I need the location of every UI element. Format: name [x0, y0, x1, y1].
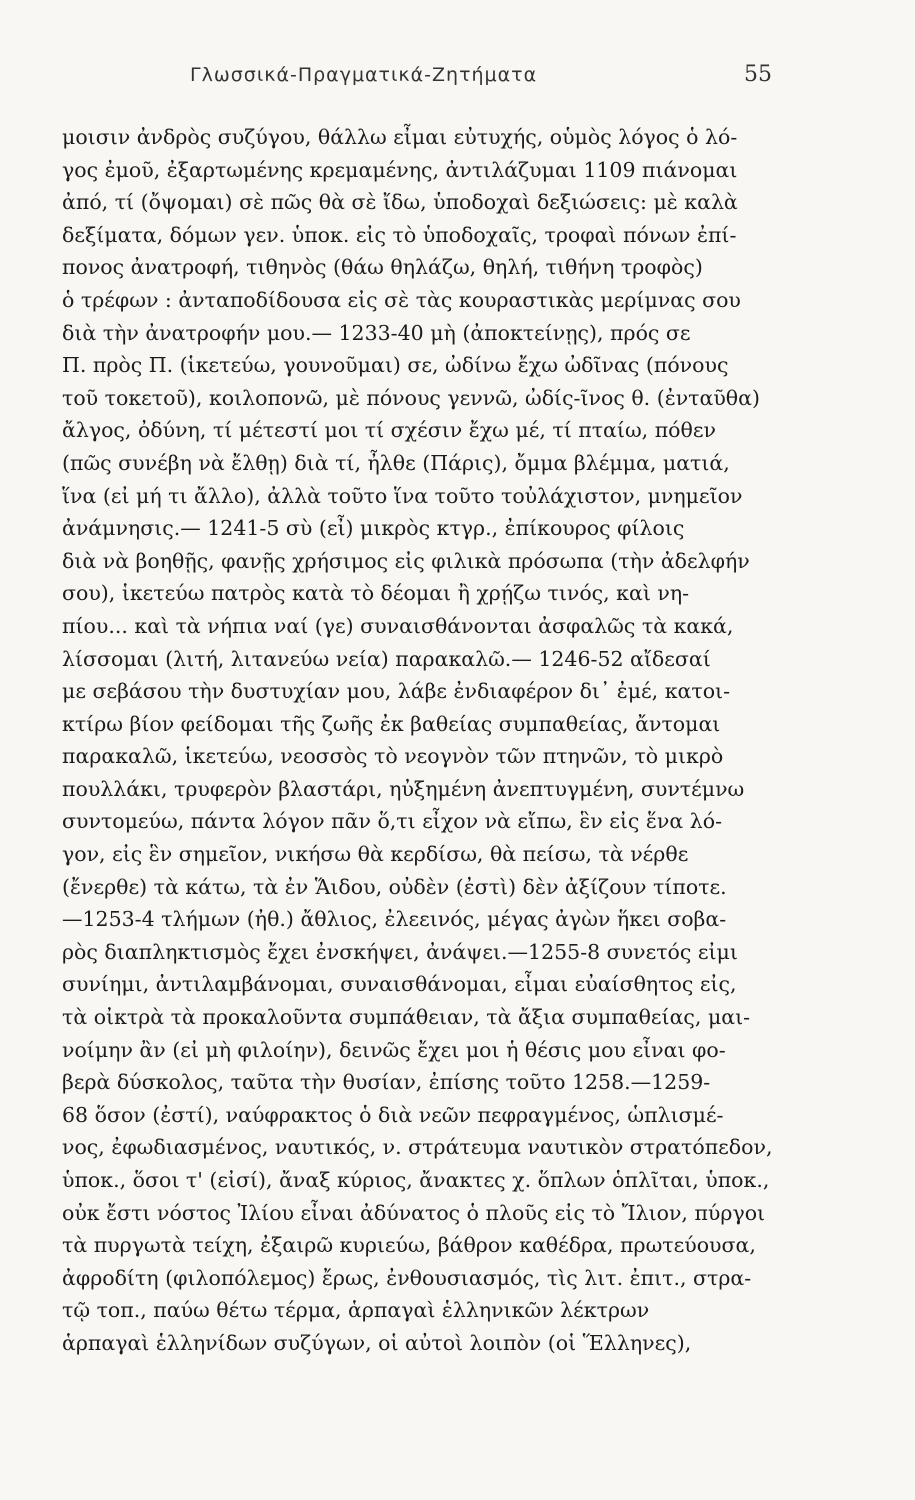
text-line: νος, ἐφωδιασμένος, ναυτικός, ν. στράτευμα ναυτικὸν στρατόπεδον,: [62, 1135, 773, 1160]
text-line: ἀνάμνησις.— 1241-5 σὺ (εἶ) μικρὸς κτγρ., ἐπίκουρος φίλοις: [62, 516, 685, 541]
text-line: τὰ πυργωτὰ τείχη, ἐξαιρῶ κυριεύω, βάθρον καθέδρα, πρωτεύουσα,: [62, 1233, 756, 1258]
text-line: ἀφροδίτη (φιλοπόλεμος) ἔρως, ἐνθουσιασμός, τὶς λιτ. ἐπιτ., στρα-: [62, 1265, 752, 1290]
text-line: παρακαλῶ, ἱκετεύω, νεοσσὸς τὸ νεογνὸν τῶν πτηνῶν, τὸ μικρὸ: [62, 744, 724, 769]
text-line: κτίρω βίον φείδομαι τῆς ζωῆς ἐκ βαθείας συμπαθείας, ἄντομαι: [62, 711, 721, 736]
text-line: συνίημι, ἀντιλαμβάνομαι, συναισθάνομαι, εἶμαι εὐαίσθητος εἰς,: [62, 972, 737, 997]
text-line: ἁρπαγαὶ ἑλληνίδων συζύγων, οἱ αὐτοὶ λοιπὸν (οἱ Ἕλληνες),: [62, 1330, 692, 1355]
text-line: (πῶς συνέβη νὰ ἔλθῃ) διὰ τί, ἦλθε (Πάρις), ὄμμα βλέμμα, ματιά,: [62, 450, 730, 475]
text-line: τῷ τοπ., παύω θέτω τέρμα, ἁρπαγαὶ ἑλληνικῶν λέκτρων: [62, 1298, 650, 1323]
text-line: διὰ νὰ βοηθῇς, φανῇς χρήσιμος εἰς φιλικὰ πρόσωπα (τὴν ἀδελφήν: [62, 548, 750, 573]
text-line: γος ἐμοῦ, ἐξαρτωμένης κρεμαμένης, ἀντιλάζυμαι 1109 πιάνομαι: [62, 157, 738, 182]
text-line: τὰ οἰκτρὰ τὰ προκαλοῦντα συμπάθειαν, τὰ ἄξια συμπαθείας, μαι-: [62, 1005, 751, 1030]
text-line: (ἔνερθε) τὰ κάτω, τὰ ἐν Ἅιδου, οὐδὲν (ἐστὶ) δὲν ἀξίζουν τίποτε.: [62, 874, 727, 899]
text-line: ὑποκ., ὅσοι τ' (εἰσί), ἄναξ κύριος, ἄνακτες χ. ὅπλων ὁπλῖται, ὑποκ.,: [62, 1168, 770, 1192]
text-line: συντομεύω, πάντα λόγον πᾶν ὅ,τι εἶχον νὰ εἴπω, ἓν εἰς ἕνα λό-: [62, 809, 723, 834]
text-line: διὰ τὴν ἀνατροφήν μου.— 1233-40 μὴ (ἀποκτείνῃς), πρός σε: [62, 320, 691, 345]
text-line: μοισιν ἀνδρὸς συζύγου, θάλλω εἶμαι εὐτυχής, οὑμὸς λόγος ὁ λό-: [62, 125, 738, 149]
text-line: τοῦ τοκετοῦ), κοιλοπονῶ, μὲ πόνους γεννῶ, ὠδίς-ῖνος θ. (ἐνταῦθα): [62, 385, 760, 410]
text-line: λίσσομαι (λιτή, λιτανεύω νεία) παρακαλῶ.— 1246-52 αἴδεσαί: [62, 646, 711, 671]
body-text: [62, 121, 807, 1360]
text-line: βερὰ δύσκολος, ταῦτα τὴν θυσίαν, ἐπίσης τοῦτο 1258.—1259-: [62, 1070, 711, 1095]
text-line: Π. πρὸς Π. (ἱκετεύω, γουνοῦμαι) σε, ὠδίνω ἔχω ὠδῖνας (πόνους: [62, 353, 729, 378]
text-line: δεξίματα, δόμων γεν. ὑποκ. εἰς τὸ ὑποδοχαῖς, τροφαὶ πόνων ἐπί-: [62, 222, 737, 247]
text-line: 68 ὅσον (ἐστί), ναύφρακτος ὁ διὰ νεῶν πεφραγμένος, ὡπλισμέ-: [62, 1102, 724, 1127]
text-line: γον, εἰς ἓν σημεῖον, νικήσω θὰ κερδίσω, θὰ πείσω, τὰ νέρθε: [62, 842, 689, 867]
text-line: οὐκ ἔστι νόστος Ἰλίου εἶναι ἀδύνατος ὁ πλοῦς εἰς τὸ Ἴλιον, πύργοι: [62, 1200, 766, 1225]
text-line: πίου... καὶ τὰ νήπια ναί (γε) συναισθάνονται ἀσφαλῶς τὰ κακά,: [62, 613, 734, 638]
text-line: πονος ἀνατροφή, τιθηνὸς (θάω θηλάζω, θηλή, τιθήνη τροφὸς): [62, 255, 703, 280]
text-line: σου), ἱκετεύω πατρὸς κατὰ τὸ δέομαι ἢ χρῄζω τινός, καὶ νη-: [62, 581, 690, 606]
text-line: —1253-4 τλήμων (ἠθ.) ἄθλιος, ἐλεεινός, μέγας ἀγὼν ἥκει σοβα-: [62, 907, 727, 932]
text-line: ἄλγος, ὀδύνη, τί μέτεστί μοι τί σχέσιν ἔχω μέ, τί πταίω, πόθεν: [62, 418, 716, 443]
text-line: νοίμην ἂν (εἰ μὴ φιλοίην), δεινῶς ἔχει μοι ἡ θέσις μου εἶναι φο-: [62, 1037, 726, 1062]
text-line: ὁ τρέφων : ἀνταποδίδουσα εἰς σὲ τὰς κουραστικὰς μερίμνας σου: [62, 287, 741, 312]
text-line: ἵνα (εἰ μή τι ἄλλο), ἀλλὰ τοῦτο ἵνα τοῦτο τοὐλάχιστον, μνημεῖον: [62, 483, 743, 508]
text-line: ἀπό, τί (ὄψομαι) σὲ πῶς θὰ σὲ ἴδω, ὑποδοχαὶ δεξιώσεις: μὲ καλὰ: [62, 190, 738, 215]
running-head: Γλωσσικά-Πραγματικά-Ζητήματα: [190, 64, 538, 86]
text-line: πουλλάκι, τρυφερὸν βλαστάρι, ηὐξημένη ἀνεπτυγμένη, συντέμνω: [62, 776, 745, 801]
text-line: με σεβάσου τὴν δυστυχίαν μου, λάβε ἐνδιαφέρον δι᾽ ἐμέ, κατοι-: [62, 679, 731, 704]
page-number: 55: [744, 62, 772, 87]
text-line: ρὸς διαπληκτισμὸς ἔχει ἐνσκήψει, ἀνάψει.—1255-8 συνετός εἰμι: [62, 939, 738, 964]
